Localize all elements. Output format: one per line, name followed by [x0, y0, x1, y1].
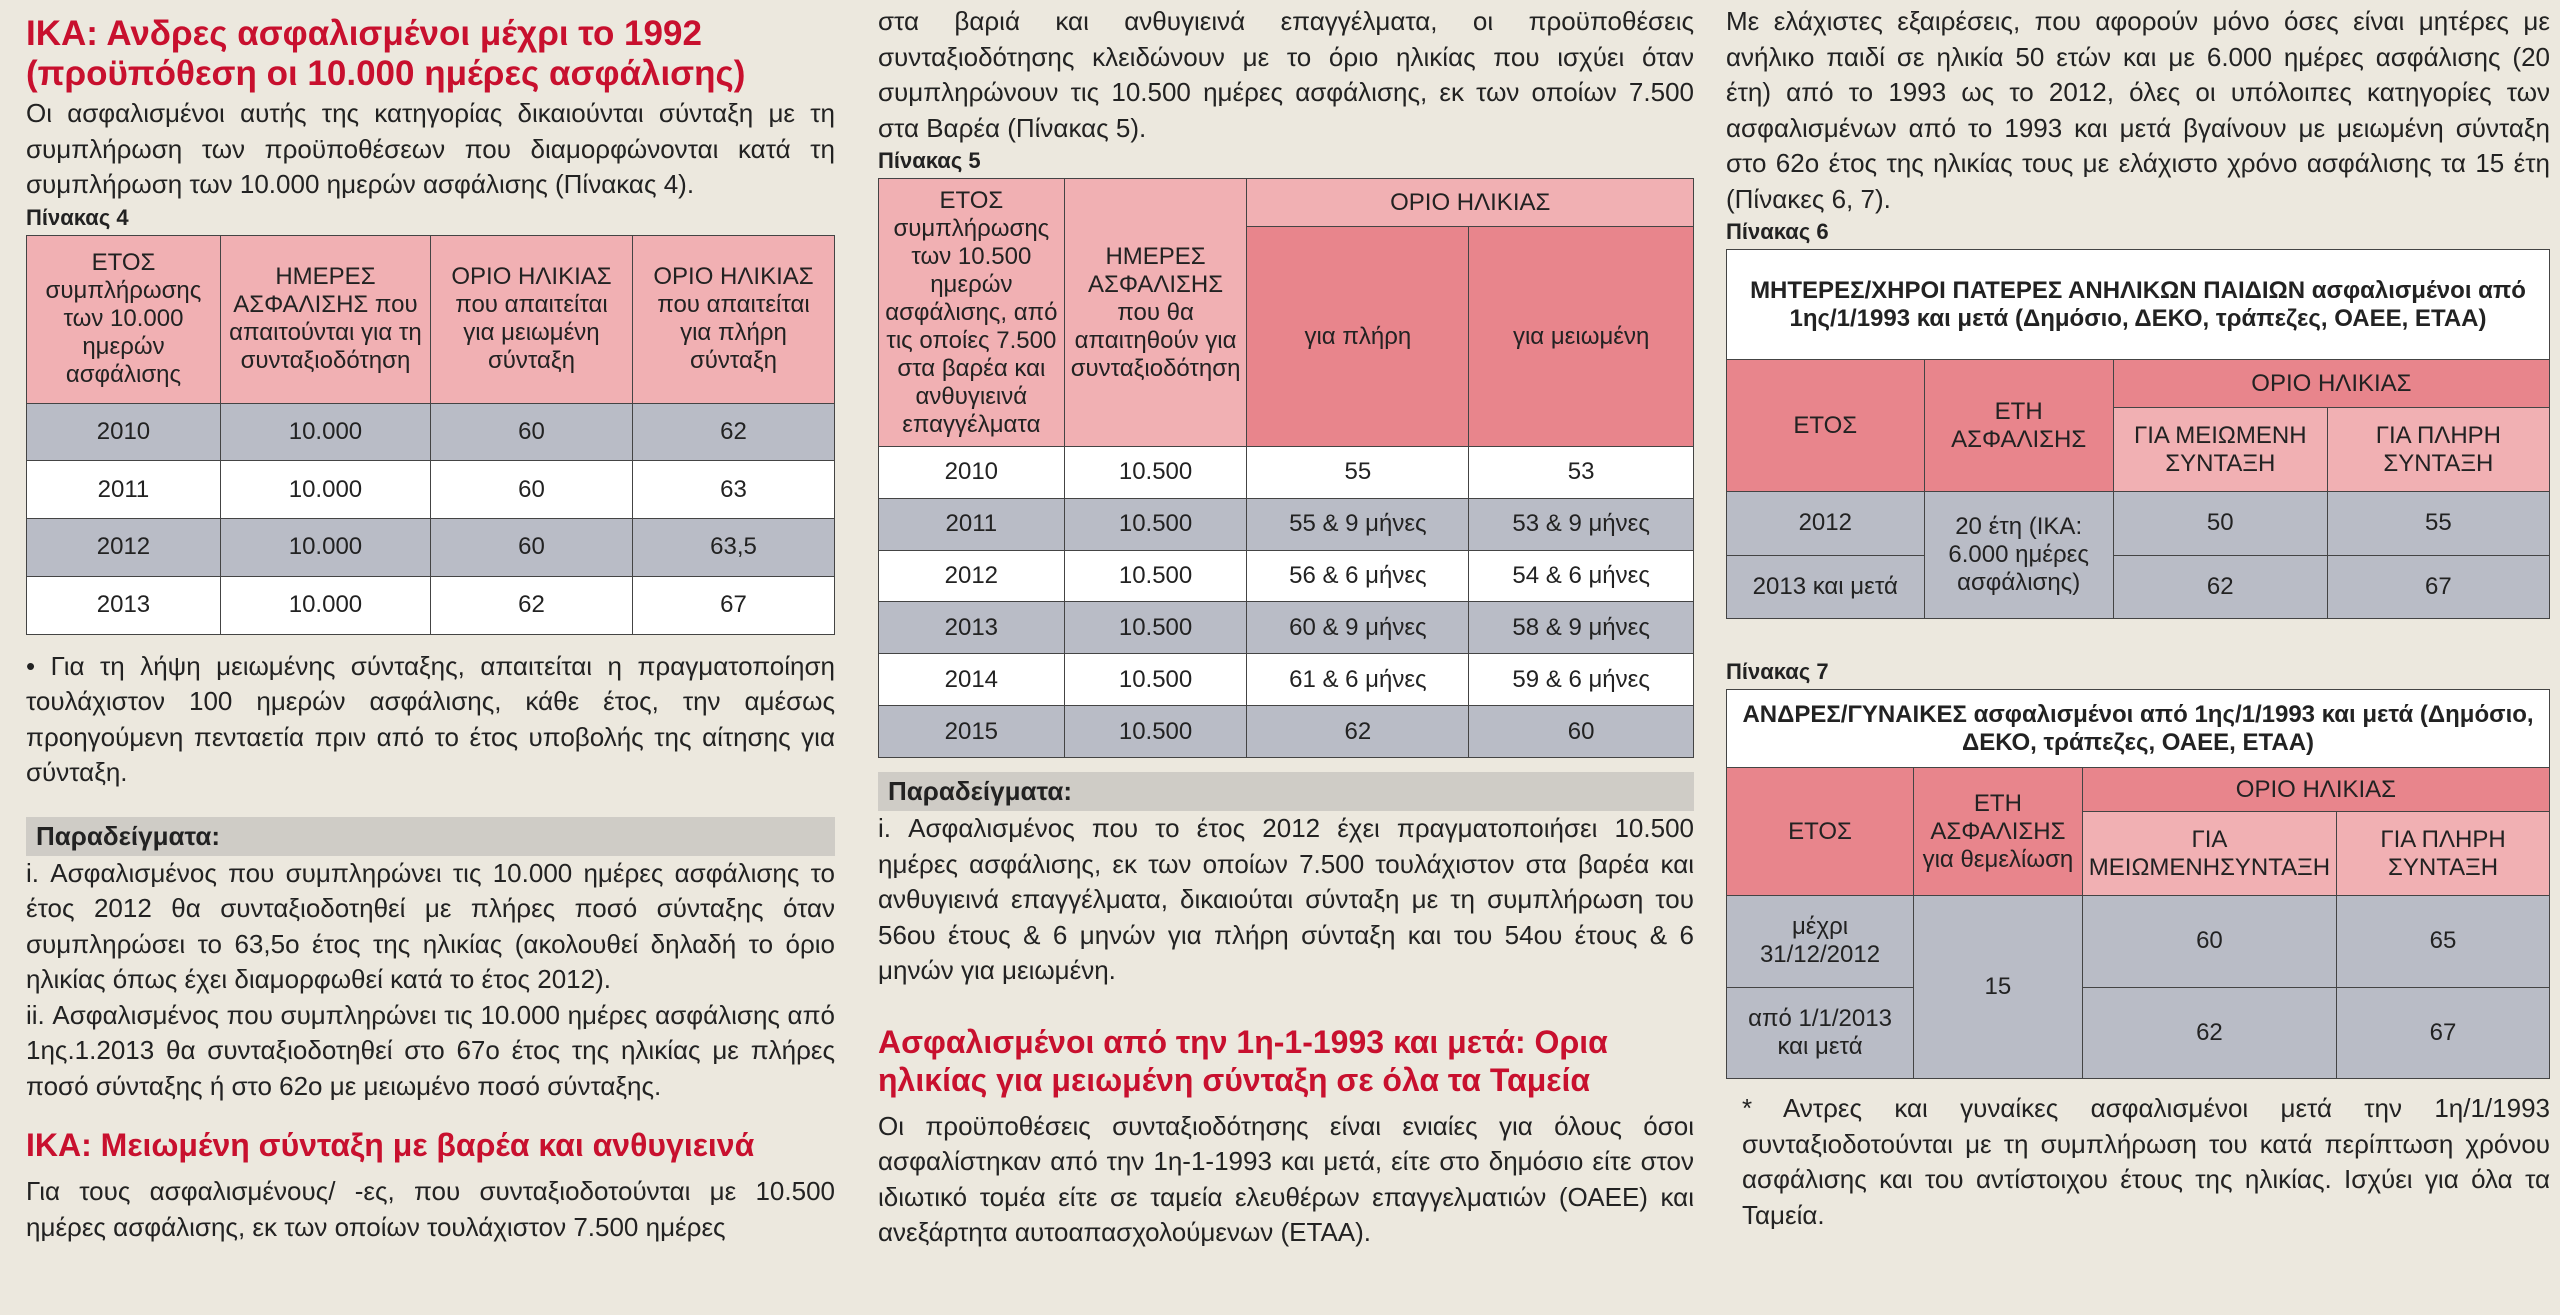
table6-header-reduced: ΓΙΑ ΜΕΙΩΜΕΝΗ ΣΥΝΤΑΞΗ — [2113, 408, 2327, 492]
table4-header-year: ΕΤΟΣ συμπλήρωσης των 10.000 ημερών ασφάλισης — [27, 235, 221, 403]
table5-header-days: ΗΜΕΡΕΣ ΑΣΦΑΛΙΣΗΣ που θα απαιτηθούν για συνταξιοδότηση — [1064, 179, 1247, 447]
intro-paragraph: Οι ασφαλισμένοι αυτής της κατηγορίας δικαιούνται σύνταξη με τη συμπλήρωση των προϋποθέσεων που διαμορφώνονται κατά τη συμπλήρωση των 10.000 ημερών ασφάλισης (Πίνακας 4). — [26, 98, 835, 199]
table-cell: 63,5 — [632, 519, 834, 577]
column-2 — [872, 0, 1702, 1315]
table-row — [879, 654, 1694, 706]
table-cell: 60 — [430, 519, 632, 577]
table-row — [879, 498, 1694, 550]
table-cell: 2013 — [879, 602, 1065, 654]
table-cell: 2011 — [27, 461, 221, 519]
table-cell: 60 — [430, 403, 632, 461]
table5-header-reduced: για μειωμένη — [1469, 227, 1694, 447]
table7-header-years: ΕΤΗ ΑΣΦΑΛΙΣΗΣ για θεμελίωση — [1914, 768, 2083, 896]
table-cell: 62 — [632, 403, 834, 461]
table6-header-years: ΕΤΗ ΑΣΦΑΛΙΣΗΣ — [1924, 360, 2113, 492]
table-cell: 62 — [1247, 706, 1469, 758]
example-2: ii. Ασφαλισμένος που συμπληρώνει τις 10.000 ημέρες ασφάλισης από 1ης.1.2013 θα συνταξιοδοτηθεί στο 67ο έτος της ηλικίας με πλήρες ποσό σύνταξης ή στο 62ο με μειωμένο ποσό σύνταξης. — [26, 999, 835, 1101]
table-row — [27, 403, 835, 461]
table7-label: Πίνακας 7 — [1726, 659, 1829, 684]
table-row — [879, 447, 1694, 499]
table-cell: 10.000 — [220, 403, 430, 461]
table-cell: 10.000 — [220, 461, 430, 519]
table-row — [879, 706, 1694, 758]
table-row — [879, 550, 1694, 602]
table-cell: 60 & 9 μήνες — [1247, 602, 1469, 654]
table6-header-age: ΟΡΙΟ ΗΛΙΚΙΑΣ — [2113, 360, 2549, 408]
table-cell: 53 — [1469, 447, 1694, 499]
table7-header-reduced: ΓΙΑ ΜΕΙΩΜΕΝΗΣΥΝΤΑΞΗ — [2082, 812, 2336, 896]
table-row — [879, 602, 1694, 654]
table-cell: 10.500 — [1064, 498, 1247, 550]
table-6 — [1726, 249, 2550, 619]
heavy-jobs-paragraph: Για τους ασφαλισμένους/ -ες, που συνταξιοδοτούνται με 10.500 ημέρες ασφάλισης, εκ των οποίων τουλάχιστον 7.500 ημέρες — [26, 1176, 835, 1242]
headline-heavy-jobs: ΙΚΑ: Μειωμένη σύνταξη με βαρέα και ανθυγιεινά — [26, 1127, 755, 1163]
table-cell: 2014 — [879, 654, 1065, 706]
table6-caption: ΜΗΤΕΡΕΣ/ΧΗΡΟΙ ΠΑΤΕΡΕΣ ΑΝΗΛΙΚΩΝ ΠΑΙΔΙΩΝ ασφαλισμένοι από 1ης/1/1993 και μετά (Δημόσιο, ΔΕΚΟ, τράπεζες, ΟΑΕΕ, ΕΤΑΑ) — [1727, 250, 2550, 360]
table5-header-full: για πλήρη — [1247, 227, 1469, 447]
table-cell: 2015 — [879, 706, 1065, 758]
table-cell: 67 — [632, 576, 834, 634]
table-cell: 58 & 9 μήνες — [1469, 602, 1694, 654]
table-cell: 67 — [2337, 987, 2550, 1079]
footnote: * Αντρες και γυναίκες ασφαλισμένοι μετά την 1η/1/1993 συνταξιοδοτούνται με τη συμπλήρωση του κατά περίπτωση χρόνου ασφάλισης και του αντίστοιχου έτους της ηλικίας. Ισχύει για όλα τα Ταμεία. — [1742, 1093, 2550, 1230]
table4-header-full: ΟΡΙΟ ΗΛΙΚΙΑΣ που απαιτείται για πλήρη σύνταξη — [632, 235, 834, 403]
table-cell: 60 — [2082, 896, 2336, 988]
table7-caption: ΑΝΔΡΕΣ/ΓΥΝΑΙΚΕΣ ασφαλισμένοι από 1ης/1/1993 και μετά (Δημόσιο, ΔΕΚΟ, τράπεζες, ΟΑΕΕ, ΕΤΑΑ) — [1727, 690, 2550, 768]
examples-title: Παραδείγματα: — [36, 820, 221, 851]
table-row — [1727, 987, 2550, 1079]
example-1: i. Ασφαλισμένος που συμπληρώνει τις 10.000 ημέρες ασφάλισης το έτος 2012 θα συνταξιοδοτηθεί με πλήρες ποσό σύνταξης όταν συμπληρώσει το 63,5ο έτος της ηλικίας (ακολουθεί δηλαδή το όριο ηλικίας όπως έχει διαμορφωθεί κατά το έτος 2012). — [26, 857, 835, 994]
table-cell: 59 & 6 μήνες — [1469, 654, 1694, 706]
table5-header-year: ΕΤΟΣ συμπλήρωσης των 10.500 ημερών ασφάλισης, από τις οποίες 7.500 στα βαρέα και ανθυγιεινά επαγγέλματα — [879, 179, 1065, 447]
table-row — [1727, 492, 2550, 556]
table-row — [27, 461, 835, 519]
table-4 — [26, 235, 835, 635]
table-cell: από 1/1/2013 και μετά — [1727, 987, 1914, 1079]
column-3 — [1718, 0, 2560, 1315]
table6-header-full: ΓΙΑ ΠΛΗΡΗ ΣΥΝΤΑΞΗ — [2327, 408, 2549, 492]
table-cell: μέχρι 31/12/2012 — [1727, 896, 1914, 988]
table-cell: 10.000 — [220, 576, 430, 634]
table5-header-age: ΟΡΙΟ ΗΛΙΚΙΑΣ — [1247, 179, 1694, 227]
table-cell: 2011 — [879, 498, 1065, 550]
table-cell: 2013 και μετά — [1727, 555, 1925, 619]
after-1993-paragraph: Οι προϋποθέσεις συνταξιοδότησης είναι ενιαίες για όλους όσοι ασφαλίστηκαν από την 1η-1-1993 και μετά, είτε στο δημόσιο είτε στον ιδιωτικό τομέα είτε σε ταμεία ελευθέρων επαγγελματιών (ΟΑΕΕ) και ανεξάρτητα αυτοαπασχολούμενων (ΕΤΑΑ). — [878, 1110, 1694, 1247]
table-cell: 55 — [1247, 447, 1469, 499]
table5-label: Πίνακας 5 — [878, 148, 981, 173]
col2-intro: στα βαριά και ανθυγιεινά επαγγέλματα, οι προϋποθέσεις συνταξιοδότησης κλειδώνουν με το όριο ηλικίας που ισχύει όταν συμπληρώνουν τις 10.500 ημέρες ασφάλισης, εκ των οποίων 7.500 στα Βαρέα (Πίνακας 5). — [878, 6, 1694, 143]
table-row — [27, 519, 835, 577]
col2-example-1: i. Ασφαλισμένος που το έτος 2012 έχει πραγματοποιήσει 10.500 ημέρες ασφάλισης, εκ των οποίων 7.500 τουλάχιστον στα βαρέα και ανθυγιεινά επαγγέλματα, δικαιούται σύνταξη με τη συμπλήρωση του 56ου έτους & 6 μηνών για πλήρη σύνταξη και του 54ου έτους & 6 μηνών για μειωμένη. — [878, 813, 1694, 985]
table-cell: 2012 — [879, 550, 1065, 602]
table7-header-full: ΓΙΑ ΠΛΗΡΗ ΣΥΝΤΑΞΗ — [2337, 812, 2550, 896]
table-row — [1727, 555, 2550, 619]
headline-after-1993: Ασφαλισμένοι από την 1η-1-1993 και μετά: Ορια ηλικίας για μειωμένη σύνταξη σε όλα τα Ταμεία — [878, 1023, 1608, 1098]
table-cell: 65 — [2337, 896, 2550, 988]
headline-ika-men-1992: ΙΚΑ: Ανδρες ασφαλισμένοι μέχρι το 1992 (προϋπόθεση οι 10.000 ημέρες ασφάλισης) — [26, 14, 746, 93]
table-cell: 62 — [2113, 555, 2327, 619]
table-cell: 53 & 9 μήνες — [1469, 498, 1694, 550]
table-cell: 2010 — [879, 447, 1065, 499]
table-cell: 10.500 — [1064, 447, 1247, 499]
examples-box — [878, 772, 1694, 811]
table-cell: 10.500 — [1064, 602, 1247, 654]
table7-years-span: 15 — [1914, 896, 2083, 1079]
table-cell: 61 & 6 μήνες — [1247, 654, 1469, 706]
table4-header-days: ΗΜΕΡΕΣ ΑΣΦΑΛΙΣΗΣ που απαιτούνται για τη συνταξιοδότηση — [220, 235, 430, 403]
table6-label: Πίνακας 6 — [1726, 219, 1829, 244]
table-cell: 2013 — [27, 576, 221, 634]
table7-header-year: ΕΤΟΣ — [1727, 768, 1914, 896]
table-cell: 2012 — [27, 519, 221, 577]
column-1 — [0, 0, 855, 1315]
table-cell: 60 — [1469, 706, 1694, 758]
table-row — [1727, 896, 2550, 988]
table6-years-span: 20 έτη (ΙΚΑ: 6.000 ημέρες ασφάλισης) — [1924, 492, 2113, 619]
table-cell: 55 — [2327, 492, 2549, 556]
table7-header-age: ΟΡΙΟ ΗΛΙΚΙΑΣ — [2082, 768, 2549, 812]
table-cell: 62 — [430, 576, 632, 634]
table-5 — [878, 178, 1694, 758]
table-cell: 50 — [2113, 492, 2327, 556]
table-cell: 62 — [2082, 987, 2336, 1079]
table-cell: 10.500 — [1064, 550, 1247, 602]
table-cell: 54 & 6 μήνες — [1469, 550, 1694, 602]
table-7 — [1726, 689, 2550, 1079]
table-cell: 56 & 6 μήνες — [1247, 550, 1469, 602]
table4-label: Πίνακας 4 — [26, 204, 129, 230]
table4-header-reduced: ΟΡΙΟ ΗΛΙΚΙΑΣ που απαιτείται για μειωμένη σύνταξη — [430, 235, 632, 403]
table-row — [27, 576, 835, 634]
table-cell: 10.500 — [1064, 706, 1247, 758]
table-cell: 10.000 — [220, 519, 430, 577]
examples-title: Παραδείγματα: — [888, 776, 1073, 806]
note-paragraph: • Για τη λήψη μειωμένης σύνταξης, απαιτείται η πραγματοποίηση τουλάχιστον 100 ημερών ασφάλισης, κάθε έτος, την αμέσως προηγούμενη πενταετία πριν από το έτος υποβολής της αίτησης για σύνταξη. — [26, 650, 835, 787]
table6-header-year: ΕΤΟΣ — [1727, 360, 1925, 492]
table-cell: 2010 — [27, 403, 221, 461]
table-cell: 60 — [430, 461, 632, 519]
table-cell: 55 & 9 μήνες — [1247, 498, 1469, 550]
table-cell: 63 — [632, 461, 834, 519]
examples-box — [26, 817, 835, 856]
table-cell: 67 — [2327, 555, 2549, 619]
table-cell: 10.500 — [1064, 654, 1247, 706]
col3-intro: Με ελάχιστες εξαιρέσεις, που αφορούν μόνο όσες είναι μητέρες με ανήλικο παιδί σε ηλικία 50 ετών και με 6.000 ημέρες ασφάλισης (20 έτη) από το 1993 ως το 2012, όλες οι υπόλοιπες κατηγορίες των ασφαλισμένων από το 1993 και μετά βγαίνουν με μειωμένη σύνταξη στο 62ο έτος της ηλικίας τους με ελάχιστο χρόνο ασφάλισης τα 15 έτη (Πίνακες 6, 7). — [1726, 6, 2550, 214]
table-cell: 2012 — [1727, 492, 1925, 556]
